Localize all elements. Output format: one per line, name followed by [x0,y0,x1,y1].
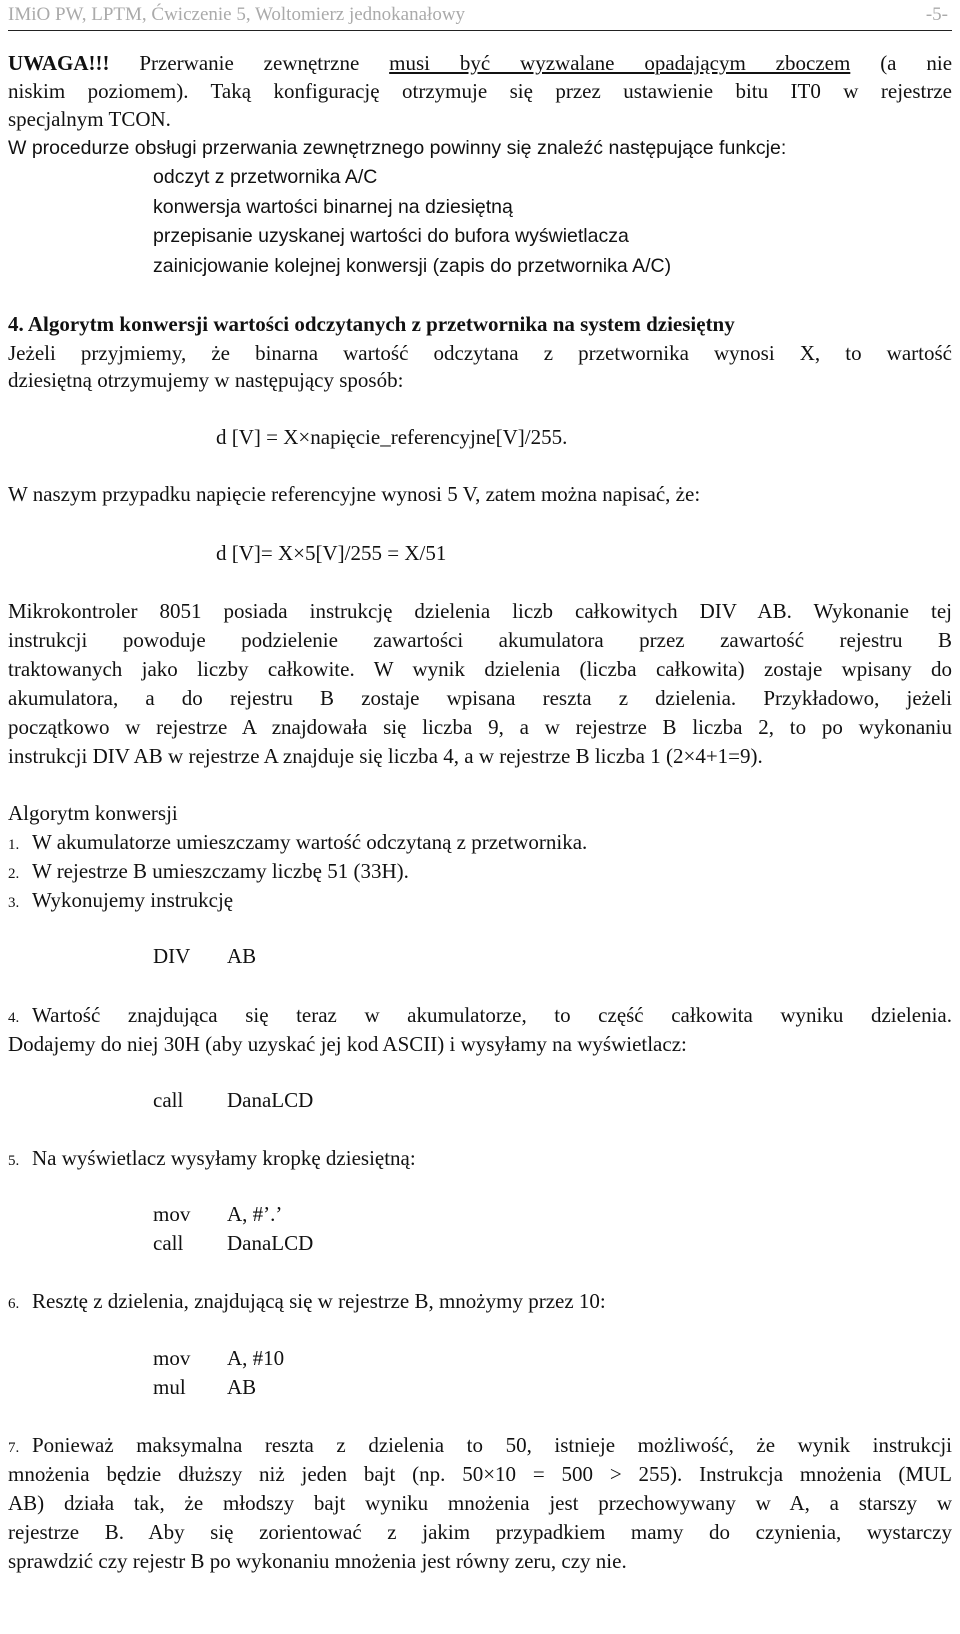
warning-text-end: (a nie [880,51,953,75]
algorithm-step [8,829,952,859]
procedure-item: przepisanie uzyskanej wartości do bufora wyświetlacza [153,225,629,247]
page-number: -5- [925,4,948,25]
paragraph-line: AB) działa tak, że młodszy bajt wyniku mnożenia jest przechowywany w A, a starszy w [8,1491,952,1515]
paragraph-line: Jeżeli przyjmiemy, że binarna wartość odczytana z przetwornika wynosi X, to wartość [8,341,952,365]
algorithm-title: Algorytm konwersji [8,801,178,825]
step-number: 2. [8,866,20,882]
code-operand: A, #10 [227,1346,285,1370]
step-text: W rejestrze B umieszczamy liczbę 51 (33H). [32,859,409,883]
paragraph-line: Mikrokontroler 8051 posiada instrukcję dzielenia liczb całkowitych DIV AB. Wykonanie tej [8,599,952,623]
paragraph-line: rejestrze B. Aby się zorientować z jakim przypadkiem mamy do czynienia, wystarczy [8,1520,952,1544]
step-text: Resztę z dzielenia, znajdującą się w rejestrze B, mnożymy przez 10: [32,1289,606,1313]
paragraph-line: mnożenia będzie dłuższy niż jeden bajt (np. 50×10 = 500 > 255). Instrukcja mnożenia (MUL [8,1462,952,1486]
procedure-item: odczyt z przetwornika A/C [153,166,378,188]
paragraph-line: akumulatora, a do rejestru B zostaje wpisana reszta z dzielenia. Przykładowo, jeżeli [8,686,952,710]
algorithm-step [8,1002,952,1032]
paragraph-line: traktowanych jako liczby całkowite. W wynik dzielenia (liczba całkowita) zostaje wpisany do [8,657,952,681]
procedure-item: zainicjowanie kolejnej konwersji (zapis do przetwornika A/C) [153,255,672,277]
step-number: 1. [8,837,20,853]
step-number: 4. [8,1010,20,1026]
header-title: IMiO PW, LPTM, Ćwiczenie 5, Woltomierz jednokanałowy [8,4,466,25]
algorithm-step [8,1288,952,1318]
procedure-intro: W procedurze obsługi przerwania zewnętrznego powinny się znaleźć następujące funkcje: [8,137,787,159]
paragraph-line: Dodajemy do niej 30H (aby uzyskać jej kod ASCII) i wysyłamy na wyświetlacz: [8,1032,687,1056]
code-opcode: mov [153,1346,191,1370]
step-text: Wykonujemy instrukcję [32,888,234,912]
code-line [0,1375,960,1405]
paragraph-line: W naszym przypadku napięcie referencyjne wynosi 5 V, zatem można napisać, że: [8,482,701,506]
section-heading: 4. Algorytm konwersji wartości odczytanych z przetwornika na system dziesiętny [8,312,735,336]
paragraph-line: sprawdzić czy rejestr B po wykonaniu mnożenia jest równy zeru, czy nie. [8,1549,627,1573]
code-operand: AB [227,1375,257,1399]
algorithm-step [8,1432,952,1462]
code-opcode: DIV [153,944,191,968]
code-opcode: mul [153,1375,186,1399]
formula-general: d [V] = X×napięcie_referencyjne[V]/255. [216,425,568,449]
formula-specific: d [V]= X×5[V]/255 = X/51 [216,541,447,565]
code-opcode: call [153,1231,184,1255]
procedure-item: konwersja wartości binarnej na dziesiętną [153,196,513,218]
page-header [8,2,952,31]
code-line [0,1231,960,1261]
step-number: 6. [8,1296,20,1312]
algorithm-step [8,1145,952,1175]
code-operand: A, #’.’ [227,1202,283,1226]
warning-text: Przerwanie zewnętrzne [139,51,360,75]
warning-line-1 [8,50,952,77]
code-operand: DanaLCD [227,1231,314,1255]
warning-emphasis: musi być wyzwalane opadającym zboczem [389,51,851,75]
code-operand: DanaLCD [227,1088,314,1112]
code-line [0,1346,960,1376]
warning-line-3: specjalnym TCON. [8,107,171,131]
paragraph-line: dziesiętną otrzymujemy w następujący sposób: [8,368,404,392]
code-line [0,944,960,974]
paragraph-line: początkowo w rejestrze A znajdowała się liczba 9, a w rejestrze B liczba 2, to po wykonaniu [8,715,952,739]
code-line [0,1088,960,1118]
algorithm-step [8,887,952,917]
step-text: Na wyświetlacz wysyłamy kropkę dziesiętną: [32,1146,416,1170]
code-opcode: call [153,1088,184,1112]
code-operand: AB [227,944,257,968]
step-number: 7. [8,1440,20,1456]
code-opcode: mov [153,1202,191,1226]
step-number: 5. [8,1153,20,1169]
warning-label: UWAGA!!! [8,51,110,75]
code-line [0,1202,960,1232]
step-text: Ponieważ maksymalna reszta z dzielenia to 50, istnieje możliwość, że wynik instrukcji [32,1433,952,1457]
algorithm-step [8,858,952,888]
paragraph-line: instrukcji powoduje podzielenie zawartości akumulatora przez zawartość rejestru B [8,628,952,652]
step-text: Wartość znajdująca się teraz w akumulatorze, to część całkowita wyniku dzielenia. [32,1003,952,1027]
step-number: 3. [8,895,20,911]
warning-line-2: niskim poziomem). Taką konfigurację otrzymuje się przez ustawienie bitu IT0 w rejestrze [8,79,952,103]
step-text: W akumulatorze umieszczamy wartość odczytaną z przetwornika. [32,830,588,854]
paragraph-line: instrukcji DIV AB w rejestrze A znajduje się liczba 4, a w rejestrze B liczba 1 (2×4+1=9). [8,744,763,768]
